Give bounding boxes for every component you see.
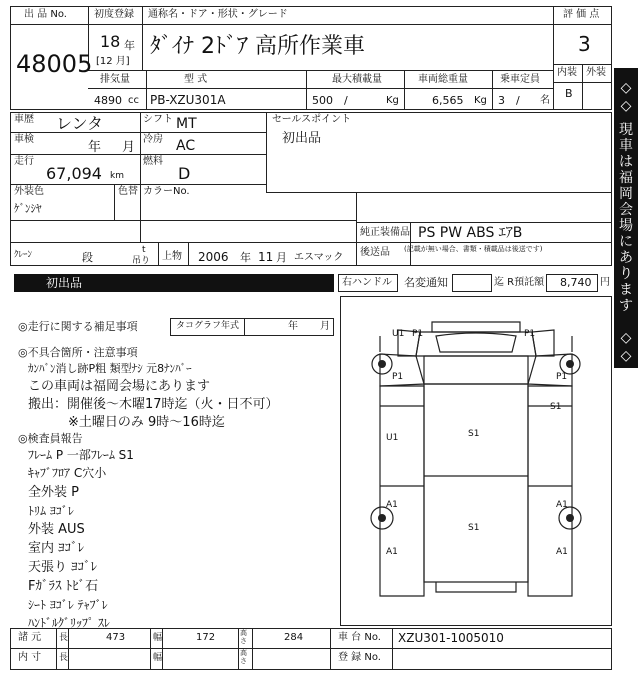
grade-label: 評 価 点 [563,9,600,20]
width-value: 172 [196,632,216,643]
divider [238,628,239,670]
chassis-value: XZU301-1005010 [398,631,504,645]
registration-label: 初度登録 [94,9,134,20]
sales-point-value: 初出品 [282,131,322,146]
damage-code: P1 [412,329,424,339]
crane-hang: 吊り [132,256,151,266]
length-value: 473 [106,632,126,643]
divider [266,112,267,192]
divider [356,242,612,243]
crane-ton: t [142,245,146,255]
inspector-title: ◎検査員報告 [18,432,83,445]
damage-code: A1 [386,500,398,510]
inspector-line: 室内 ﾖｺﾞﾚ [28,541,85,556]
divider [88,88,553,89]
width-label: 幅 [153,653,163,663]
grade-value: 3 [578,32,591,56]
divider [266,192,612,193]
damage-code: S1 [468,523,480,533]
lot-number: 48005 [16,50,93,78]
height-label: 高さ [240,629,247,645]
model-value: PB-XZU301A [150,93,226,107]
divider [404,70,405,110]
inspector-line: 全外装 P [28,485,79,500]
tax-value: 8,740 [560,276,592,289]
inspection-month: 月 [122,140,136,155]
upper-body-year-unit: 年 [240,251,251,264]
divider [10,220,356,221]
model-label: 型 式 [184,74,208,85]
defect-title: ◎不具合箇所・注意事項 [18,346,138,359]
max-load-slash: / [344,94,348,107]
exterior-color-value: ｹﾞﾝｼﾔ [14,202,42,215]
inspector-line: ﾄﾘﾑ ﾖｺﾞﾚ [28,504,74,518]
inspector-line: ﾌﾚｰﾑ P 一部ﾌﾚｰﾑ S1 [28,448,134,462]
damage-code: A1 [556,547,568,557]
capacity-label: 乗車定員 [500,74,540,85]
upper-body-month-unit: 月 [276,251,287,264]
capacity-value: 3 [498,94,505,107]
height-value: 284 [284,632,304,643]
max-load-unit: Kg [386,95,399,106]
divider [410,222,411,266]
divider [356,192,357,266]
upper-body-maker: エスマック [294,252,344,263]
divider [146,70,147,110]
diamond-icon: ◇ [620,330,632,346]
sales-point-label: セールスポイント [272,114,352,125]
aftermarket-label: 後送品 [360,247,390,258]
registration-number-label: 登 録 No. [338,652,381,663]
supplement-label: ◎走行に関する補足事項 [18,320,138,333]
color-number-label: カラーNo. [143,186,190,197]
divider [244,318,245,336]
chassis-label: 車 台 No. [338,632,381,643]
divider [162,628,163,670]
capacity-unit: 名 [540,95,550,106]
shift-value: MT [176,116,197,132]
divider [252,628,253,670]
divider [158,242,159,266]
length-label: 長 [59,653,69,663]
capacity-slash: / [516,94,520,107]
divider [188,242,189,266]
defect-line: ※土曜日のみ 9時～16時迄 [68,415,225,430]
mileage-label: 走行 [14,156,34,167]
ac-label: 冷房 [143,134,163,145]
divider [10,242,356,243]
diamond-icon: ◇ [620,98,632,114]
right-handle-label: 右ハンドル [342,277,392,288]
color-change-label: 色替 [118,186,138,197]
divider [10,184,266,185]
first-listing-label: 初出品 [46,276,83,290]
damage-code: P1 [556,372,568,382]
divider [114,184,115,220]
divider [10,132,266,133]
inspection-year: 年 [88,140,102,155]
side-banner-text: 現車は福岡会場にあります [619,122,633,314]
displacement-label: 排気量 [100,74,130,85]
divider [150,628,151,670]
divider [142,6,143,70]
exterior-grade-label: 外装 [586,67,606,78]
divider [553,6,554,110]
vehicle-name: ﾀﾞｲﾅ 2ﾄﾞｱ 高所作業車 [150,34,365,59]
interior-grade-label: 内装 [557,67,577,78]
damage-code: A1 [386,547,398,557]
defect-line: この車両は福岡会場にあります [28,379,211,394]
ac-value: AC [176,138,196,154]
inspector-line: 外装 AUS [28,522,85,537]
registration-year-unit: 年 [124,39,135,52]
name-change-label: 名変通知 [404,276,448,289]
tacho-label: タコグラフ年式 [176,321,240,331]
inspection-label: 車検 [14,134,34,145]
displacement-value: 4890 [94,94,122,107]
crane-tiers: 段 [82,251,93,264]
dimensions-label: 諸 元 [18,632,42,643]
height-label: 高さ [240,649,247,665]
divider [10,648,612,649]
fuel-value: D [178,164,191,183]
exterior-color-label: 外装色 [14,186,44,197]
interior-dimensions-label: 内 寸 [18,652,42,663]
shift-label: シフト [143,114,173,125]
footer-frame [10,628,612,670]
damage-code: U1 [386,433,399,443]
original-equipment-value: PS PW ABS ｴｱB [418,225,523,241]
vehicle-name-label: 通称名・ドア・形状・グレード [148,9,288,20]
damage-code: A1 [556,500,568,510]
registration-year: 18 [100,32,121,51]
tacho-year: 年 [288,321,298,332]
gross-weight-label: 車両総重量 [418,74,468,85]
mileage-unit: km [110,171,124,181]
divider [68,628,69,670]
upper-body-month: 11 [258,250,274,264]
length-label: 長 [59,633,69,643]
interior-grade-value: B [565,87,573,100]
displacement-unit: cc [128,95,139,106]
tacho-month: 月 [320,321,330,332]
divider [492,70,493,110]
max-load-label: 最大積載量 [332,74,382,85]
defect-line: 搬出：開催後～木曜17時迄（火・日不可） [28,397,279,412]
width-label: 幅 [153,633,163,643]
damage-code: S1 [468,429,480,439]
crane-label: ｸﾚｰﾝ [14,250,33,260]
damage-code: P1 [392,372,404,382]
inspector-line: Fｶﾞﾗｽ ﾄﾋﾞ石 [28,579,99,594]
lot-label: 出 品 No. [24,9,67,20]
inspector-line: 天張り ﾖｺﾞﾚ [28,560,98,575]
inspector-line: ｷｬﾌﾞﾌﾛｱ C穴小 [28,466,107,480]
tax-unit: 円 [600,277,610,288]
original-equipment-label: 純正装備品 [360,227,410,238]
truck-diagram [340,296,612,626]
inspector-line: ｼｰﾄ ﾖｺﾞﾚ ﾃｬﾌﾞﾚ [28,598,108,612]
divider [330,628,331,670]
divider [10,24,612,25]
aftermarket-note: (記載が無い場合、書類・積載品は後送です) [404,245,543,253]
defect-line: ｶﾝﾊﾞﾝ消し跡P粗 類型ﾅｼ 元8ﾅﾝﾊﾞｰ [28,362,192,375]
upper-body-year: 2006 [198,250,229,264]
max-load-value: 500 [312,94,333,107]
damage-code: P1 [524,329,536,339]
divider [56,628,57,670]
diamond-icon: ◇ [620,80,632,96]
registration-month: [12 月] [96,56,130,67]
divider [10,154,266,155]
divider [88,70,553,71]
divider [582,64,583,110]
divider [392,628,393,670]
divider [356,222,612,223]
history-value: レンタ [56,114,103,133]
diamond-icon: ◇ [620,348,632,364]
damage-code: U1 [392,329,405,339]
gross-weight-unit: Kg [474,95,487,106]
mileage-value: 67,094 [46,164,102,183]
fuel-label: 燃料 [143,156,163,167]
gross-weight-value: 6,565 [432,94,464,107]
history-label: 車歴 [14,114,34,125]
inspector-line: ﾊﾝﾄﾞﾙｸﾞﾘｯﾌﾟ ｽﾚ [28,616,110,630]
tax-label: 迄 R預託額 [494,277,545,288]
upper-body-label: 上物 [162,251,182,262]
damage-code: S1 [550,402,562,412]
name-change-box [452,274,492,292]
divider [306,70,307,110]
